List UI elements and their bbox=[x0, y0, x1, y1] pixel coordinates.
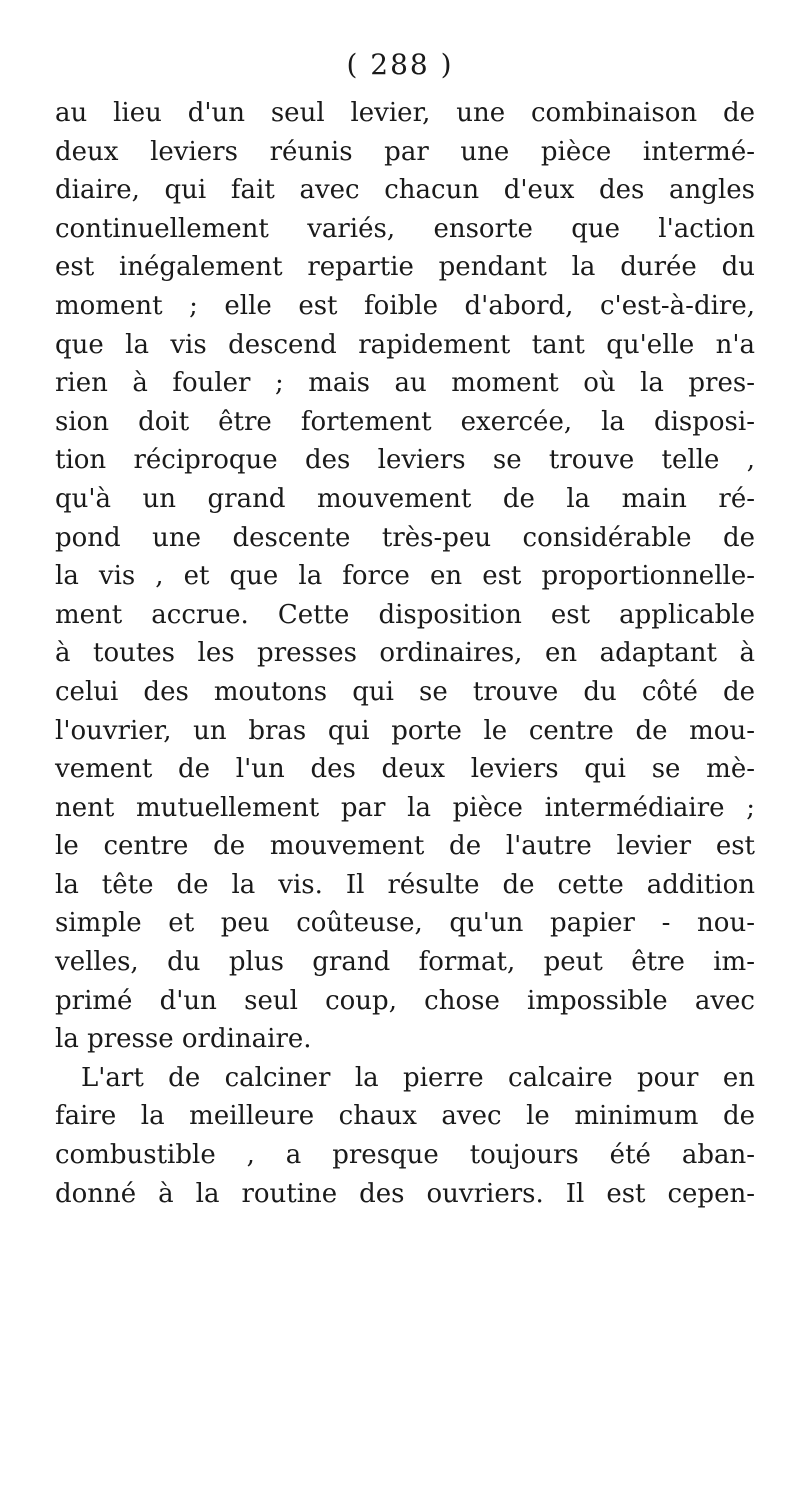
page-number-header: ( 288 ) bbox=[346, 48, 454, 81]
text-line: rien à fouler ; mais au moment où la pres- bbox=[55, 368, 755, 399]
text-line: L'art de calciner la pierre calcaire pour en bbox=[81, 1062, 755, 1093]
text-line: la presse ordinaire. bbox=[55, 1024, 312, 1055]
text-line: le centre de mouvement de l'autre levier est bbox=[55, 831, 755, 862]
text-line: pond une descente très-peu considérable de bbox=[55, 522, 755, 553]
text-line: que la vis descend rapidement tant qu'elle n'a bbox=[55, 329, 755, 360]
text-line: la vis , et que la force en est proportionnelle- bbox=[55, 561, 755, 592]
text-line: l'ouvrier, un bras qui porte le centre de mou- bbox=[55, 715, 755, 746]
text-line: deux leviers réunis par une pièce intermé- bbox=[55, 136, 755, 167]
text-line: simple et peu coûteuse, qu'un papier - nou- bbox=[55, 908, 755, 939]
text-line: sion doit être fortement exercée, la disposi- bbox=[55, 406, 755, 437]
text-line: moment ; elle est foible d'abord, c'est-à-dire, bbox=[55, 290, 755, 321]
text-line: qu'à un grand mouvement de la main ré- bbox=[55, 483, 755, 514]
text-line: nent mutuellement par la pièce intermédiaire ; bbox=[55, 792, 755, 823]
text-line: faire la meilleure chaux avec le minimum de bbox=[55, 1101, 755, 1132]
text-line: donné à la routine des ouvriers. Il est cepen- bbox=[55, 1178, 755, 1209]
text-line: diaire, qui fait avec chacun d'eux des angles bbox=[55, 175, 755, 206]
text-line: velles, du plus grand format, peut être im- bbox=[55, 947, 755, 978]
text-line: vement de l'un des deux leviers qui se mè- bbox=[55, 754, 755, 785]
text-line: continuellement variés, ensorte que l'action bbox=[55, 213, 755, 244]
text-line: au lieu d'un seul levier, une combinaison de bbox=[55, 98, 755, 128]
text-line: la tête de la vis. Il résulte de cette addition bbox=[55, 869, 755, 900]
text-line: est inégalement repartie pendant la durée du bbox=[55, 252, 755, 283]
text-line: primé d'un seul coup, chose impossible avec bbox=[55, 985, 755, 1016]
text-line: tion réciproque des leviers se trouve telle , bbox=[55, 445, 755, 476]
body-text bbox=[55, 94, 755, 1213]
text-line: celui des moutons qui se trouve du côté de bbox=[55, 676, 755, 707]
text-line: à toutes les presses ordinaires, en adaptant à bbox=[55, 638, 755, 669]
text-line: ment accrue. Cette disposition est applicable bbox=[55, 599, 755, 630]
text-line: combustible , a presque toujours été aban- bbox=[55, 1140, 755, 1171]
